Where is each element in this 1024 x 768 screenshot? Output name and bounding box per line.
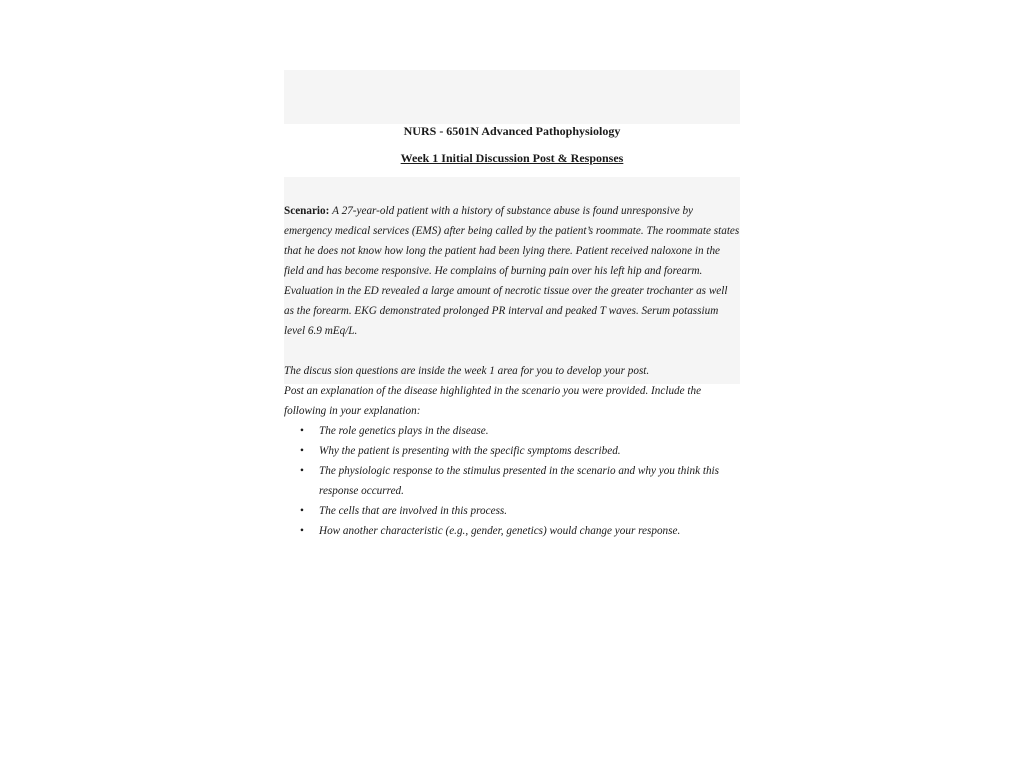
list-item <box>284 421 740 441</box>
list-item-text: The cells that are involved in this process. <box>319 505 508 517</box>
scenario-label: Scenario: <box>284 205 330 217</box>
bullet-icon: • <box>300 525 304 537</box>
list-item-text: Why the patient is presenting with the specific symptoms described. <box>319 445 621 457</box>
document-body <box>284 201 740 541</box>
instruction-text: Post an explanation of the disease highlighted in the scenario you were provided. Include the following in your explanation: <box>284 385 702 417</box>
list-item <box>284 461 740 501</box>
list-item <box>284 501 740 521</box>
list-item <box>284 521 740 541</box>
list-item-text: The physiologic response to the stimulus presented in the scenario and why you think this response occurred. <box>319 465 720 497</box>
bullet-icon: • <box>300 425 304 437</box>
list-item-text: How another characteristic (e.g., gender, genetics) would change your response. <box>319 525 681 537</box>
bullet-icon: • <box>300 505 304 517</box>
scenario-text: A 27-year-old patient with a history of substance abuse is found unresponsive by emergency medical services (EMS) after being called by the patient’s roommate. The roommate states that he does not know how long the patient had been lying there. Patient received naloxone in the field and has become responsive. He complains of burning pain over his left hip and forearm. Evaluation in the ED revealed a large amount of necrotic tissue over the greater trochanter as well as the forearm. EKG demonstrated prolonged PR interval and peaked T waves. Serum potassium level 6.9 mEq/L. <box>284 205 740 337</box>
list-item <box>284 441 740 461</box>
scenario-paragraph <box>284 201 740 341</box>
bullet-icon: • <box>300 445 304 457</box>
list-item-text: The role genetics plays in the disease. <box>319 425 489 437</box>
course-title: NURS - 6501N Advanced Pathophysiology <box>403 124 621 138</box>
bullet-icon: • <box>300 465 304 477</box>
discussion-note: The discus sion questions are inside the week 1 area for you to develop your post. <box>284 365 650 377</box>
paragraph-gap <box>284 341 740 361</box>
requirements-list <box>284 421 740 541</box>
header-shading <box>284 70 740 124</box>
week-title: Week 1 Initial Discussion Post & Responses <box>400 151 624 165</box>
